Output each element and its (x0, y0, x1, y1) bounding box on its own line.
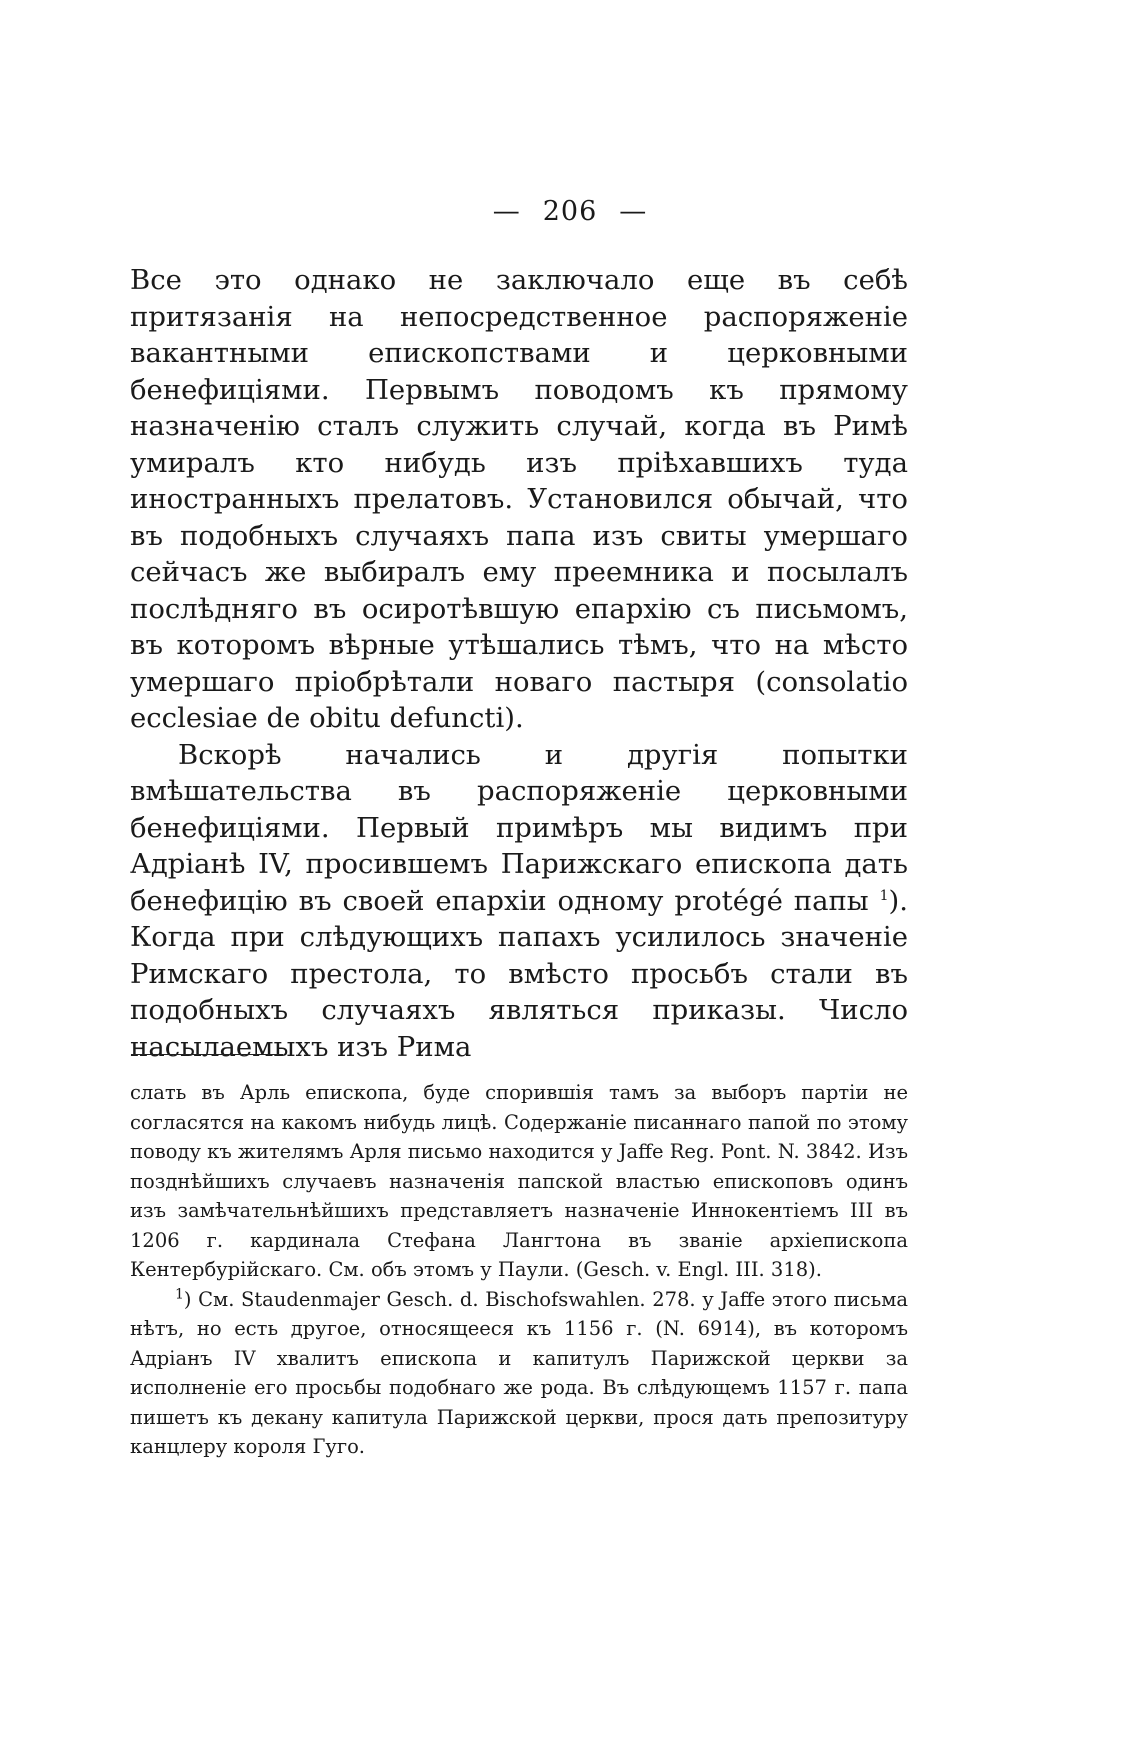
page-number-dash-right: — (619, 196, 648, 227)
footnote-separator-rule (131, 1054, 283, 1055)
footnote-1-marker: 1 (175, 1286, 184, 1302)
main-text (130, 262, 908, 1065)
main-paragraph-2-tail: ). Когда при слѣдующихъ папахъ усилилось значеніе Римскаго престола, то вмѣсто просьбъ стали въ подобныхъ случаяхъ являться приказы. Число насылаемыхъ изъ Рима (130, 884, 908, 1063)
footnotes (130, 1078, 908, 1462)
page-number-line (0, 196, 1140, 227)
main-paragraph-2 (130, 737, 908, 1066)
main-paragraph-2-head: Вскорѣ начались и другія попытки вмѣшательства въ распоряженіе церковными бенефиціями. Первый примѣръ мы видимъ при Адріанѣ IV, просившемъ Парижскаго епископа дать бенефицію въ своей епархіи одному protégé папы (130, 738, 908, 917)
footnote-reference-marker: 1 (879, 887, 889, 904)
footnote-continuation: слать въ Арль епископа, буде спорившія тамъ за выборъ партіи не согласятся на какомъ нибудь лицѣ. Содержаніе писаннаго папой по этому поводу къ жителямъ Арля письмо находится у Jaffe Reg. Pont. N. 3842. Изъ позднѣйшихъ случаевъ назначенія папской властью епископовъ одинъ изъ замѣчательнѣйшихъ представляетъ назначеніе Иннокентіемъ III въ 1206 г. кардинала Стефана Лангтона въ званіе архіепископа Кентербурійскаго. См. объ этомъ у Паули. (Gesch. v. Engl. III. 318). (130, 1081, 908, 1281)
main-paragraph-1: Все это однако не заключало еще въ себѣ притязанія на непосредственное распоряженіе вакантными епископствами и церковными бенефиціями. Первымъ поводомъ къ прямому назначенію сталъ служить случай, когда въ Римѣ умиралъ кто нибудь изъ пріѣхавшихъ туда иностранныхъ прелатовъ. Установился обычай, что въ подобныхъ случаяхъ папа изъ свиты умершаго сейчасъ же выбиралъ ему преемника и посылалъ послѣдняго въ осиротѣвшую епархію съ письмомъ, въ которомъ вѣрные утѣшались тѣмъ, что на мѣсто умершаго пріобрѣтали новаго пастыря (consolatio ecclesiae de obitu defuncti). (130, 264, 908, 734)
page-number-dash-left: — (492, 196, 521, 227)
page-number: 206 (542, 196, 598, 227)
footnote-1 (130, 1285, 908, 1462)
footnote-1-text: ) См. Staudenmajer Gesch. d. Bischofswahlen. 278. у Jaffe этого письма нѣтъ, но есть другое, относящееся къ 1156 г. (N. 6914), въ которомъ Адріанъ IV хвалитъ епископа и капитулъ Парижской церкви за исполненіе его просьбы подобнаго же рода. Въ слѣдующемъ 1157 г. папа пишетъ къ декану капитула Парижской церкви, прося дать препозитуру канцлеру короля Гуго. (130, 1287, 908, 1458)
